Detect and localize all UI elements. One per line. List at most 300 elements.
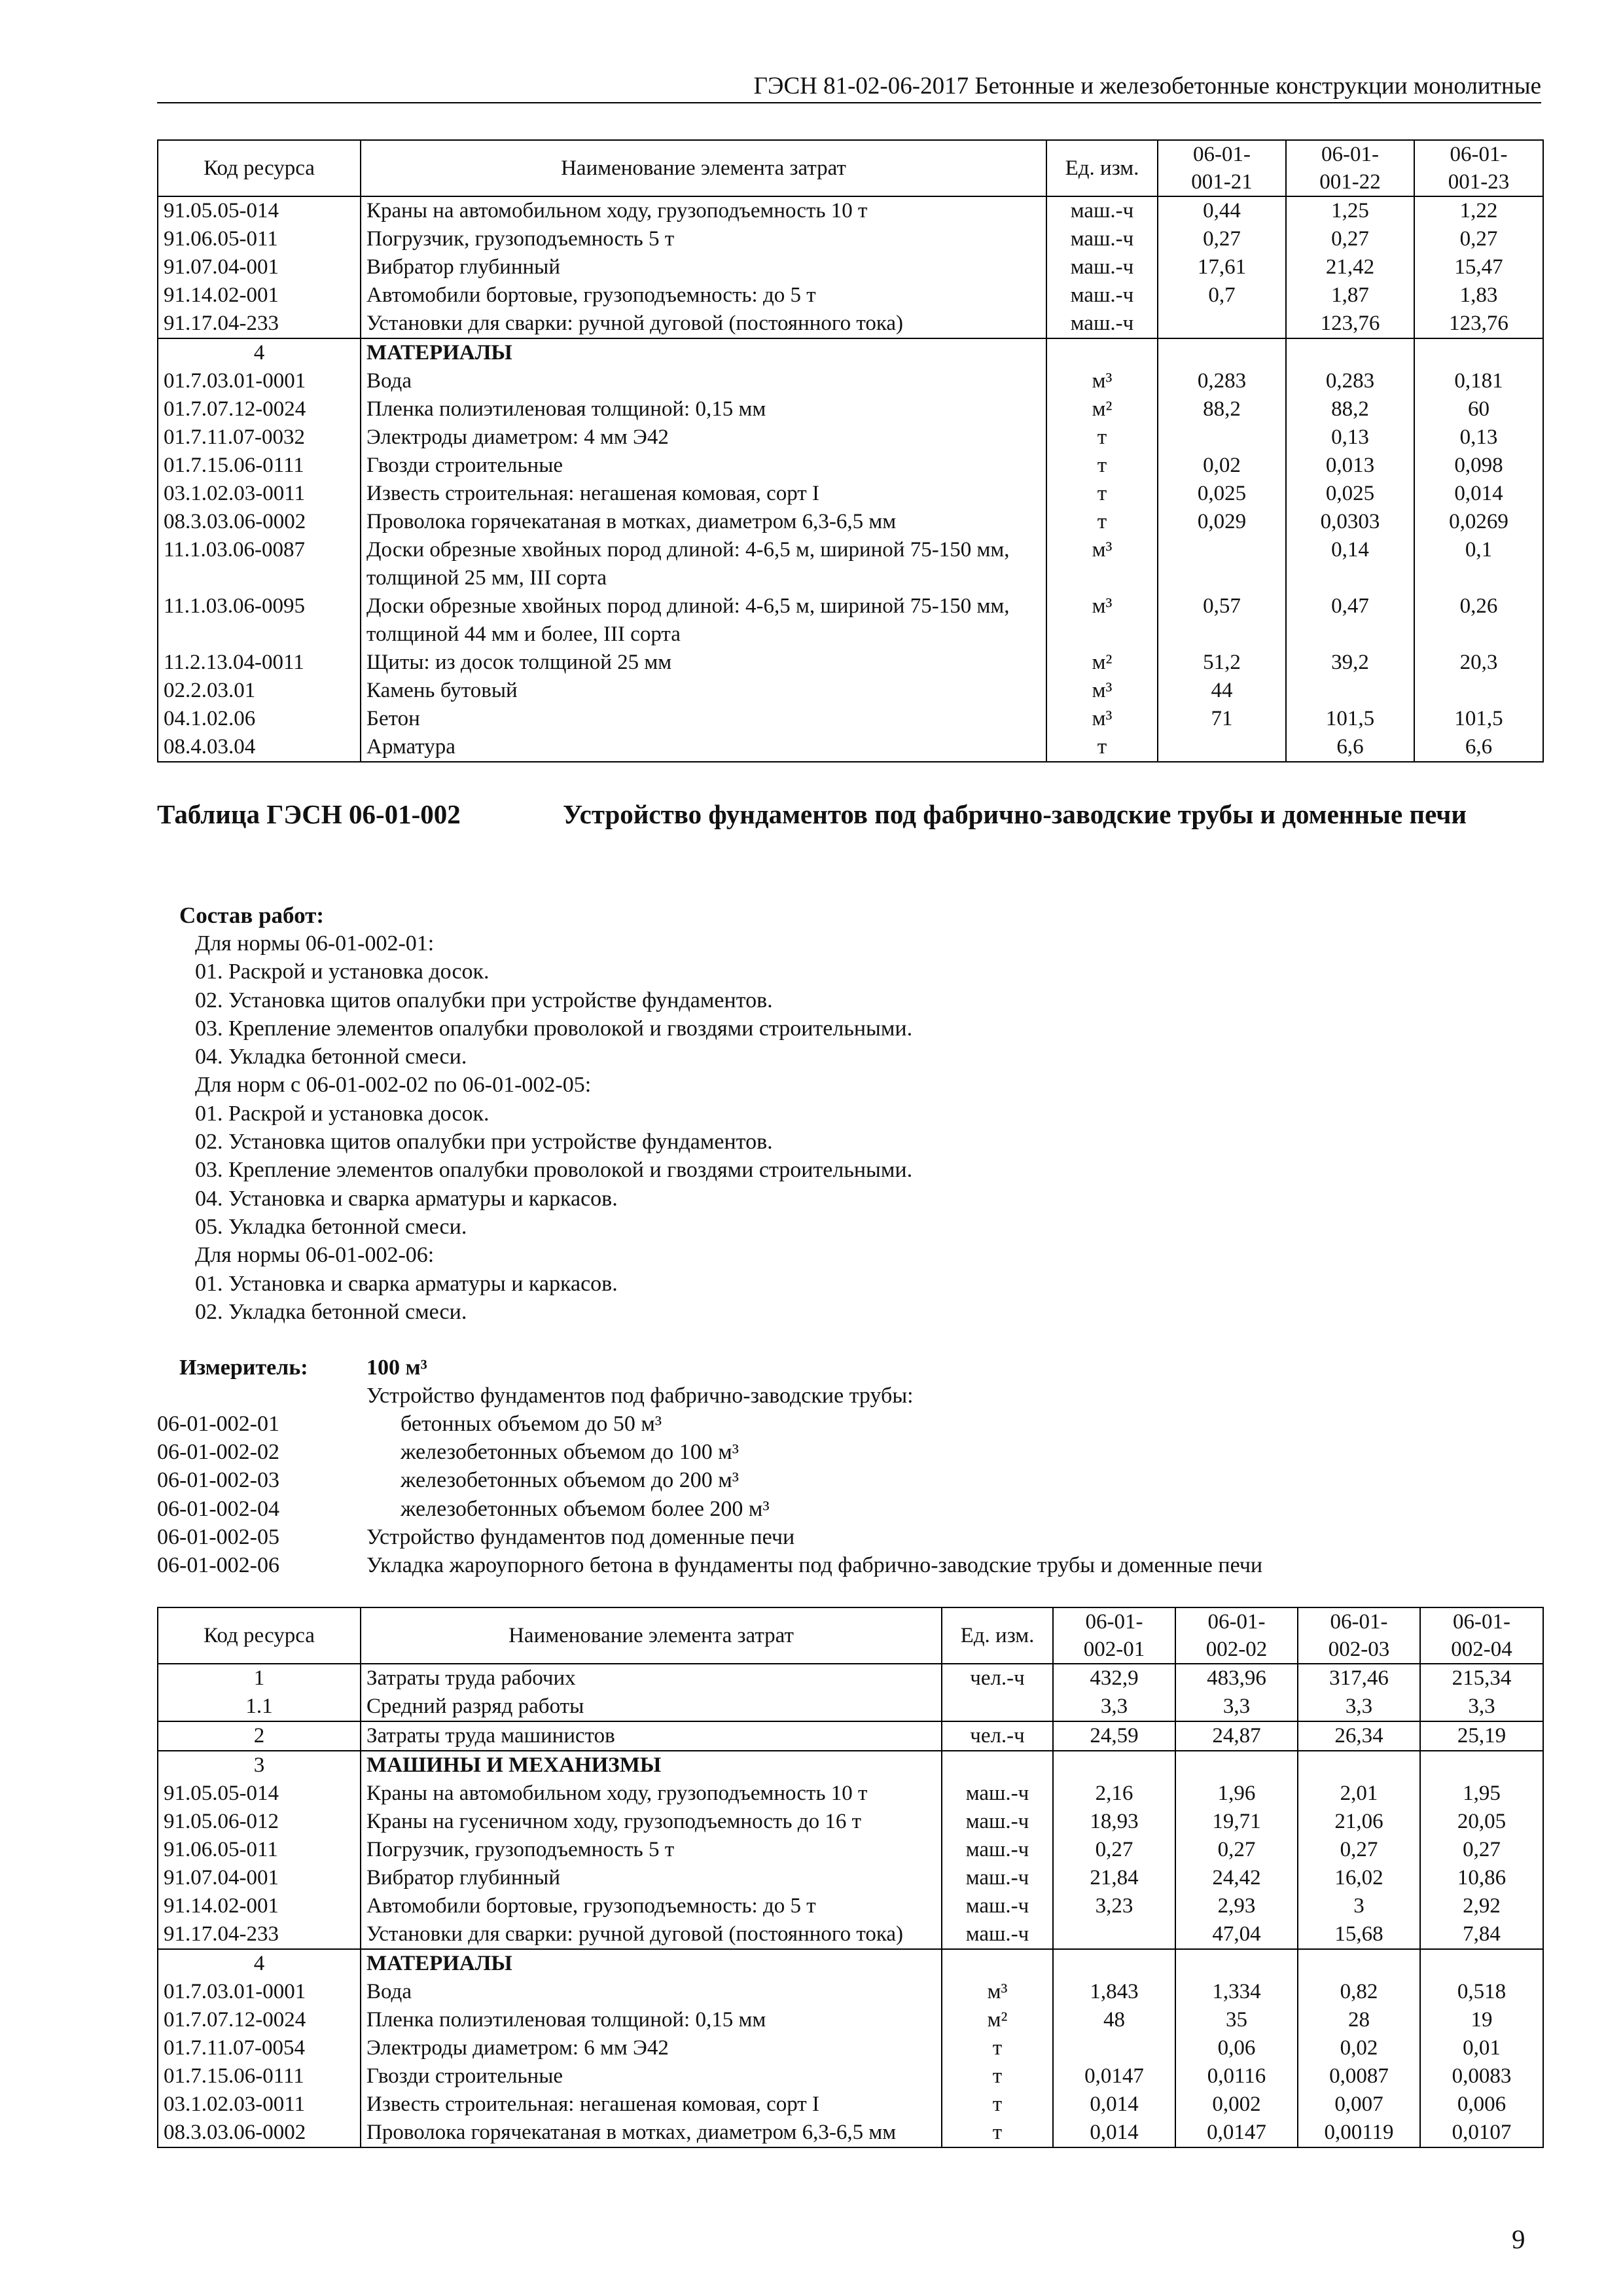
unit: маш.-ч [1046, 225, 1158, 253]
work-line: 02. Установка щитов опалубки при устройстве фундаментов. [195, 988, 773, 1013]
norm-value: 215,34 [1420, 1664, 1543, 1693]
table-row [158, 310, 1543, 338]
norm-value [1053, 1751, 1175, 1780]
resource-name: Затраты труда машинистов [361, 1721, 942, 1751]
table-row [158, 1920, 1543, 1949]
table-row [158, 1836, 1543, 1864]
resource-code: 01.7.11.07-0032 [158, 423, 361, 452]
page-number: 9 [1512, 2224, 1525, 2254]
norm-value: 2,92 [1420, 1892, 1543, 1920]
unit: т [942, 2119, 1053, 2147]
norm-code: 06-01-002-02 [157, 1440, 279, 1465]
norm-value: 0,27 [1175, 1836, 1298, 1864]
norm-value: 0,002 [1175, 2090, 1298, 2119]
norm-value: 6,6 [1414, 733, 1543, 762]
norm-value: 19,71 [1175, 1808, 1298, 1836]
table-row [158, 1978, 1543, 2006]
unit: т [1046, 480, 1158, 508]
resource-code: 11.1.03.06-0087 [158, 536, 361, 592]
work-line: 03. Крепление элементов опалубки проволокой и гвоздями строительными. [195, 1158, 913, 1183]
resource-name: Известь строительная: негашеная комовая, сорт I [361, 480, 1046, 508]
norm-value: 0,7 [1158, 281, 1286, 310]
resource-name: Пленка полиэтиленовая толщиной: 0,15 мм [361, 395, 1046, 423]
norm-value: 101,5 [1414, 705, 1543, 733]
resource-name: МАТЕРИАЛЫ [361, 338, 1046, 367]
unit: м³ [1046, 677, 1158, 705]
norm-value: 0,27 [1420, 1836, 1543, 1864]
table-row [158, 480, 1543, 508]
norm-value: 18,93 [1053, 1808, 1175, 1836]
col-header-code: Код ресурса [158, 1607, 361, 1664]
norm-value: 20,3 [1414, 649, 1543, 677]
norm-value: 0,0107 [1420, 2119, 1543, 2147]
resource-table-1 [157, 139, 1544, 762]
resource-name: Вибратор глубинный [361, 253, 1046, 281]
norm-value [1175, 1751, 1298, 1780]
table-header [158, 140, 1543, 196]
running-header: ГЭСН 81-02-06-2017 Бетонные и железобетонные конструкции монолитные [157, 71, 1541, 103]
norm-value: 0,27 [1053, 1836, 1175, 1864]
norm-value [1053, 1949, 1175, 1978]
unit: м³ [1046, 592, 1158, 649]
resource-code: 03.1.02.03-0011 [158, 2090, 361, 2119]
resource-code: 91.17.04-233 [158, 310, 361, 338]
resource-name: Камень бутовый [361, 677, 1046, 705]
resource-code: 1.1 [158, 1693, 361, 1721]
unit: м² [942, 2006, 1053, 2034]
norm-value: 0,26 [1414, 592, 1543, 649]
norm-value: 0,013 [1286, 452, 1414, 480]
unit: т [1046, 452, 1158, 480]
resource-code: 11.2.13.04-0011 [158, 649, 361, 677]
table-row [158, 1892, 1543, 1920]
resource-name: Арматура [361, 733, 1046, 762]
norm-value: 0,44 [1158, 196, 1286, 225]
norm-value: 21,42 [1286, 253, 1414, 281]
measure-unit: 100 м³ [366, 1355, 427, 1380]
unit: м² [1046, 649, 1158, 677]
resource-code: 01.7.03.01-0001 [158, 1978, 361, 2006]
norm-value: 0,1 [1414, 536, 1543, 592]
work-line: Для нормы 06-01-002-06: [195, 1243, 435, 1268]
norm-value [1158, 310, 1286, 338]
norm-value: 25,19 [1420, 1721, 1543, 1751]
table-row [158, 1721, 1543, 1751]
resource-name: Электроды диаметром: 4 мм Э42 [361, 423, 1046, 452]
work-line: 02. Установка щитов опалубки при устройстве фундаментов. [195, 1130, 773, 1155]
resource-code: 08.4.03.04 [158, 733, 361, 762]
norm-value [1414, 338, 1543, 367]
norm-value: 0,0269 [1414, 508, 1543, 536]
col-header-norm: 06-01- 002-01 [1053, 1607, 1175, 1664]
norm-value: 0,00119 [1298, 2119, 1420, 2147]
resource-code: 01.7.07.12-0024 [158, 2006, 361, 2034]
unit: т [942, 2034, 1053, 2062]
norm-value: 0,283 [1286, 367, 1414, 395]
norm-value: 0,27 [1158, 225, 1286, 253]
norm-value: 39,2 [1286, 649, 1414, 677]
unit: маш.-ч [1046, 310, 1158, 338]
norm-value [1053, 1920, 1175, 1949]
norm-value: 48 [1053, 2006, 1175, 2034]
col-header-norm: 06-01- 002-04 [1420, 1607, 1543, 1664]
work-line: 03. Крепление элементов опалубки проволокой и гвоздями строительными. [195, 1016, 913, 1041]
resource-code: 91.05.06-012 [158, 1808, 361, 1836]
resource-code: 04.1.02.06 [158, 705, 361, 733]
norm-value: 0,0303 [1286, 508, 1414, 536]
norm-value: 88,2 [1286, 395, 1414, 423]
norm-value: 0,06 [1175, 2034, 1298, 2062]
norm-value [1298, 1751, 1420, 1780]
norm-value: 28 [1298, 2006, 1420, 2034]
col-header-norm: 06-01- 002-02 [1175, 1607, 1298, 1664]
norm-value: 0,283 [1158, 367, 1286, 395]
norm-value: 10,86 [1420, 1864, 1543, 1892]
norm-value [1420, 1751, 1543, 1780]
table-row [158, 649, 1543, 677]
norm-value: 0,0083 [1420, 2062, 1543, 2090]
unit: т [942, 2062, 1053, 2090]
resource-code: 08.3.03.06-0002 [158, 508, 361, 536]
norm-description: бетонных объемом до 50 м³ [401, 1412, 662, 1436]
norm-value: 0,518 [1420, 1978, 1543, 2006]
table-row [158, 423, 1543, 452]
norm-code: 06-01-002-03 [157, 1468, 279, 1493]
resource-name: Бетон [361, 705, 1046, 733]
norm-value: 51,2 [1158, 649, 1286, 677]
norm-value: 35 [1175, 2006, 1298, 2034]
table-row [158, 1780, 1543, 1808]
work-line: 01. Раскрой и установка досок. [195, 960, 490, 984]
work-line: 01. Установка и сварка арматуры и каркасов. [195, 1271, 618, 1296]
norm-value: 0,025 [1286, 480, 1414, 508]
resource-name: Установки для сварки: ручной дуговой (постоянного тока) [361, 1920, 942, 1949]
work-line: 04. Установка и сварка арматуры и каркасов. [195, 1186, 618, 1211]
table-row [158, 508, 1543, 536]
table-row [158, 196, 1543, 225]
unit: т [1046, 423, 1158, 452]
unit: маш.-ч [942, 1864, 1053, 1892]
norm-value [1175, 1949, 1298, 1978]
table-body [158, 196, 1543, 762]
resource-name: Известь строительная: негашеная комовая, сорт I [361, 2090, 942, 2119]
norm-value: 0,13 [1414, 423, 1543, 452]
norm-value: 44 [1158, 677, 1286, 705]
resource-code: 91.14.02-001 [158, 281, 361, 310]
table-row [158, 1808, 1543, 1836]
resource-name: Вода [361, 367, 1046, 395]
col-header-norm: 06-01- 001-22 [1286, 140, 1414, 196]
resource-name: Краны на автомобильном ходу, грузоподъемность 10 т [361, 1780, 942, 1808]
norm-value: 15,68 [1298, 1920, 1420, 1949]
norm-value: 0,02 [1158, 452, 1286, 480]
norm-value: 0,0116 [1175, 2062, 1298, 2090]
norm-value: 317,46 [1298, 1664, 1420, 1693]
norm-value: 1,95 [1420, 1780, 1543, 1808]
norm-value: 432,9 [1053, 1664, 1175, 1693]
unit: чел.-ч [942, 1721, 1053, 1751]
norm-value: 0,27 [1298, 1836, 1420, 1864]
header-row [158, 140, 1543, 196]
col-header-name: Наименование элемента затрат [361, 140, 1046, 196]
norm-value: 3,3 [1420, 1693, 1543, 1721]
resource-code: 91.05.05-014 [158, 196, 361, 225]
measure-label: Измеритель: [179, 1355, 308, 1380]
norm-value: 483,96 [1175, 1664, 1298, 1693]
norm-value: 0,006 [1420, 2090, 1543, 2119]
norm-value: 1,96 [1175, 1780, 1298, 1808]
resource-name: Автомобили бортовые, грузоподъемность: до 5 т [361, 281, 1046, 310]
resource-code: 08.3.03.06-0002 [158, 2119, 361, 2147]
resource-name: Электроды диаметром: 6 мм Э42 [361, 2034, 942, 2062]
norm-value: 0,0147 [1175, 2119, 1298, 2147]
resource-name: Погрузчик, грузоподъемность 5 т [361, 1836, 942, 1864]
resource-code: 91.05.05-014 [158, 1780, 361, 1808]
table-row [158, 2062, 1543, 2090]
resource-code: 01.7.15.06-0111 [158, 2062, 361, 2090]
work-line: 01. Раскрой и установка досок. [195, 1101, 490, 1126]
norm-value: 0,181 [1414, 367, 1543, 395]
norm-value: 6,6 [1286, 733, 1414, 762]
norm-value: 3,23 [1053, 1892, 1175, 1920]
unit: т [942, 2090, 1053, 2119]
table-row [158, 733, 1543, 762]
norm-description: железобетонных объемом более 200 м³ [401, 1496, 770, 1521]
norm-description: железобетонных объемом до 200 м³ [401, 1468, 739, 1493]
measure-subtitle: Устройство фундаментов под фабрично-заводские трубы: [366, 1384, 914, 1408]
norm-value: 0,82 [1298, 1978, 1420, 2006]
resource-name: Проволока горячекатаная в мотках, диаметром 6,3-6,5 мм [361, 2119, 942, 2147]
norm-value: 1,334 [1175, 1978, 1298, 2006]
norm-code: 06-01-002-05 [157, 1524, 279, 1549]
col-header-code: Код ресурса [158, 140, 361, 196]
norm-value [1286, 677, 1414, 705]
resource-name: Краны на гусеничном ходу, грузоподъемность до 16 т [361, 1808, 942, 1836]
norm-value: 60 [1414, 395, 1543, 423]
norm-value: 0,007 [1298, 2090, 1420, 2119]
work-composition-title: Состав работ: [179, 903, 324, 928]
norm-description: Устройство фундаментов под доменные печи [366, 1524, 795, 1549]
resource-name: МАШИНЫ И МЕХАНИЗМЫ [361, 1751, 942, 1780]
resource-name: Пленка полиэтиленовая толщиной: 0,15 мм [361, 2006, 942, 2034]
resource-code: 1 [158, 1664, 361, 1693]
norm-value: 1,22 [1414, 196, 1543, 225]
table-row [158, 367, 1543, 395]
norm-value: 0,27 [1286, 225, 1414, 253]
norm-value: 17,61 [1158, 253, 1286, 281]
norm-value: 3 [1298, 1892, 1420, 1920]
norm-value: 19 [1420, 2006, 1543, 2034]
resource-name: Затраты труда рабочих [361, 1664, 942, 1693]
norm-value: 16,02 [1298, 1864, 1420, 1892]
work-line: 02. Укладка бетонной смеси. [195, 1299, 467, 1324]
unit: маш.-ч [942, 1892, 1053, 1920]
resource-code: 01.7.03.01-0001 [158, 367, 361, 395]
unit: маш.-ч [942, 1920, 1053, 1949]
norm-value: 2,16 [1053, 1780, 1175, 1808]
norm-value: 123,76 [1286, 310, 1414, 338]
unit: чел.-ч [942, 1664, 1053, 1693]
unit [1046, 338, 1158, 367]
col-header-name: Наименование элемента затрат [361, 1607, 942, 1664]
resource-code: 91.14.02-001 [158, 1892, 361, 1920]
norm-value: 0,025 [1158, 480, 1286, 508]
resource-name: Доски обрезные хвойных пород длиной: 4-6,5 м, шириной 75-150 мм, толщиной 44 мм и более, III сорта [361, 592, 1046, 649]
table-header [158, 1607, 1543, 1664]
norm-value: 0,0147 [1053, 2062, 1175, 2090]
norm-value: 24,59 [1053, 1721, 1175, 1751]
norm-value: 3,3 [1053, 1693, 1175, 1721]
col-header-norm: 06-01- 001-21 [1158, 140, 1286, 196]
unit: т [1046, 508, 1158, 536]
unit [942, 1751, 1053, 1780]
work-line: Для норм с 06-01-002-02 по 06-01-002-05: [195, 1073, 592, 1098]
unit: м³ [1046, 367, 1158, 395]
norm-value: 0,014 [1053, 2090, 1175, 2119]
norm-value: 0,02 [1298, 2034, 1420, 2062]
norm-value: 24,87 [1175, 1721, 1298, 1751]
table-title-label: Таблица ГЭСН 06-01-002 [157, 799, 461, 829]
norm-value: 1,87 [1286, 281, 1414, 310]
norm-value: 1,25 [1286, 196, 1414, 225]
unit: м³ [942, 1978, 1053, 2006]
resource-code: 01.7.15.06-0111 [158, 452, 361, 480]
work-line: 05. Укладка бетонной смеси. [195, 1214, 467, 1239]
norm-value [1158, 733, 1286, 762]
resource-name: Щиты: из досок толщиной 25 мм [361, 649, 1046, 677]
table-title-text: Устройство фундаментов под фабрично-заводские трубы и доменные печи [563, 799, 1467, 829]
norm-value: 20,05 [1420, 1808, 1543, 1836]
norm-value [1158, 338, 1286, 367]
norm-value [1420, 1949, 1543, 1978]
unit: т [1046, 733, 1158, 762]
norm-value: 26,34 [1298, 1721, 1420, 1751]
resource-name: Вибратор глубинный [361, 1864, 942, 1892]
resource-code: 02.2.03.01 [158, 677, 361, 705]
norm-value: 0,47 [1286, 592, 1414, 649]
work-line: Для нормы 06-01-002-01: [195, 931, 435, 956]
norm-value [1298, 1949, 1420, 1978]
norm-value: 21,84 [1053, 1864, 1175, 1892]
resource-code: 01.7.11.07-0054 [158, 2034, 361, 2062]
resource-code: 03.1.02.03-0011 [158, 480, 361, 508]
resource-name: Средний разряд работы [361, 1693, 942, 1721]
norm-value [1158, 423, 1286, 452]
table-row [158, 2119, 1543, 2147]
col-header-unit: Ед. изм. [1046, 140, 1158, 196]
table-row [158, 452, 1543, 480]
norm-value [1053, 2034, 1175, 2062]
norm-value: 0,27 [1414, 225, 1543, 253]
work-line: 04. Укладка бетонной смеси. [195, 1045, 467, 1069]
norm-description: железобетонных объемом до 100 м³ [401, 1440, 739, 1465]
resource-name: Автомобили бортовые, грузоподъемность: до 5 т [361, 1892, 942, 1920]
unit: маш.-ч [1046, 253, 1158, 281]
norm-code: 06-01-002-04 [157, 1496, 279, 1521]
col-header-unit: Ед. изм. [942, 1607, 1053, 1664]
col-header-norm: 06-01- 002-03 [1298, 1607, 1420, 1664]
norm-value: 47,04 [1175, 1920, 1298, 1949]
group-header-row [158, 1751, 1543, 1780]
unit: м³ [1046, 536, 1158, 592]
norm-value: 21,06 [1298, 1808, 1420, 1836]
resource-name: Гвозди строительные [361, 2062, 942, 2090]
resource-code: 91.06.05-011 [158, 1836, 361, 1864]
norm-value: 7,84 [1420, 1920, 1543, 1949]
norm-value: 0,13 [1286, 423, 1414, 452]
unit [942, 1693, 1053, 1721]
norm-value: 1,843 [1053, 1978, 1175, 2006]
norm-code: 06-01-002-01 [157, 1412, 279, 1436]
table-body [158, 1664, 1543, 2147]
resource-code: 2 [158, 1721, 361, 1751]
norm-value: 0,01 [1420, 2034, 1543, 2062]
resource-code: 3 [158, 1751, 361, 1780]
resource-code: 91.07.04-001 [158, 1864, 361, 1892]
table-row [158, 2090, 1543, 2119]
norm-value: 3,3 [1175, 1693, 1298, 1721]
work-composition-list [195, 929, 1438, 1326]
resource-name: Вода [361, 1978, 942, 2006]
norm-value: 0,098 [1414, 452, 1543, 480]
unit: маш.-ч [942, 1836, 1053, 1864]
norm-value: 24,42 [1175, 1864, 1298, 1892]
norm-value: 0,029 [1158, 508, 1286, 536]
unit: м² [1046, 395, 1158, 423]
table-row [158, 253, 1543, 281]
norm-value: 0,0087 [1298, 2062, 1420, 2090]
table-row [158, 1693, 1543, 1721]
norm-value [1414, 677, 1543, 705]
norm-value [1286, 338, 1414, 367]
table-row [158, 1664, 1543, 1693]
norm-value: 0,014 [1053, 2119, 1175, 2147]
resource-code: 4 [158, 338, 361, 367]
norm-value: 0,14 [1286, 536, 1414, 592]
norm-value: 3,3 [1298, 1693, 1420, 1721]
norm-value: 123,76 [1414, 310, 1543, 338]
unit: маш.-ч [942, 1780, 1053, 1808]
table-row [158, 536, 1543, 592]
norm-value [1158, 536, 1286, 592]
norm-code: 06-01-002-06 [157, 1552, 279, 1577]
unit [942, 1949, 1053, 1978]
unit: маш.-ч [1046, 281, 1158, 310]
norm-description: Укладка жароупорного бетона в фундаменты под фабрично-заводские трубы и доменные печи [366, 1552, 1263, 1577]
resource-name: Погрузчик, грузоподъемность 5 т [361, 225, 1046, 253]
resource-code: 01.7.07.12-0024 [158, 395, 361, 423]
header-row [158, 1607, 1543, 1664]
unit: маш.-ч [1046, 196, 1158, 225]
group-header-row [158, 338, 1543, 367]
table-row [158, 2006, 1543, 2034]
table-row [158, 677, 1543, 705]
norm-value: 2,01 [1298, 1780, 1420, 1808]
norm-value: 0,57 [1158, 592, 1286, 649]
table-row [158, 592, 1543, 649]
table-row [158, 1864, 1543, 1892]
table-row [158, 705, 1543, 733]
resource-code: 91.17.04-233 [158, 1920, 361, 1949]
norm-value: 1,83 [1414, 281, 1543, 310]
resource-code: 91.07.04-001 [158, 253, 361, 281]
norm-value: 15,47 [1414, 253, 1543, 281]
unit: маш.-ч [942, 1808, 1053, 1836]
resource-name: Проволока горячекатаная в мотках, диаметром 6,3-6,5 мм [361, 508, 1046, 536]
resource-name: МАТЕРИАЛЫ [361, 1949, 942, 1978]
resource-code: 11.1.03.06-0095 [158, 592, 361, 649]
table-row [158, 395, 1543, 423]
